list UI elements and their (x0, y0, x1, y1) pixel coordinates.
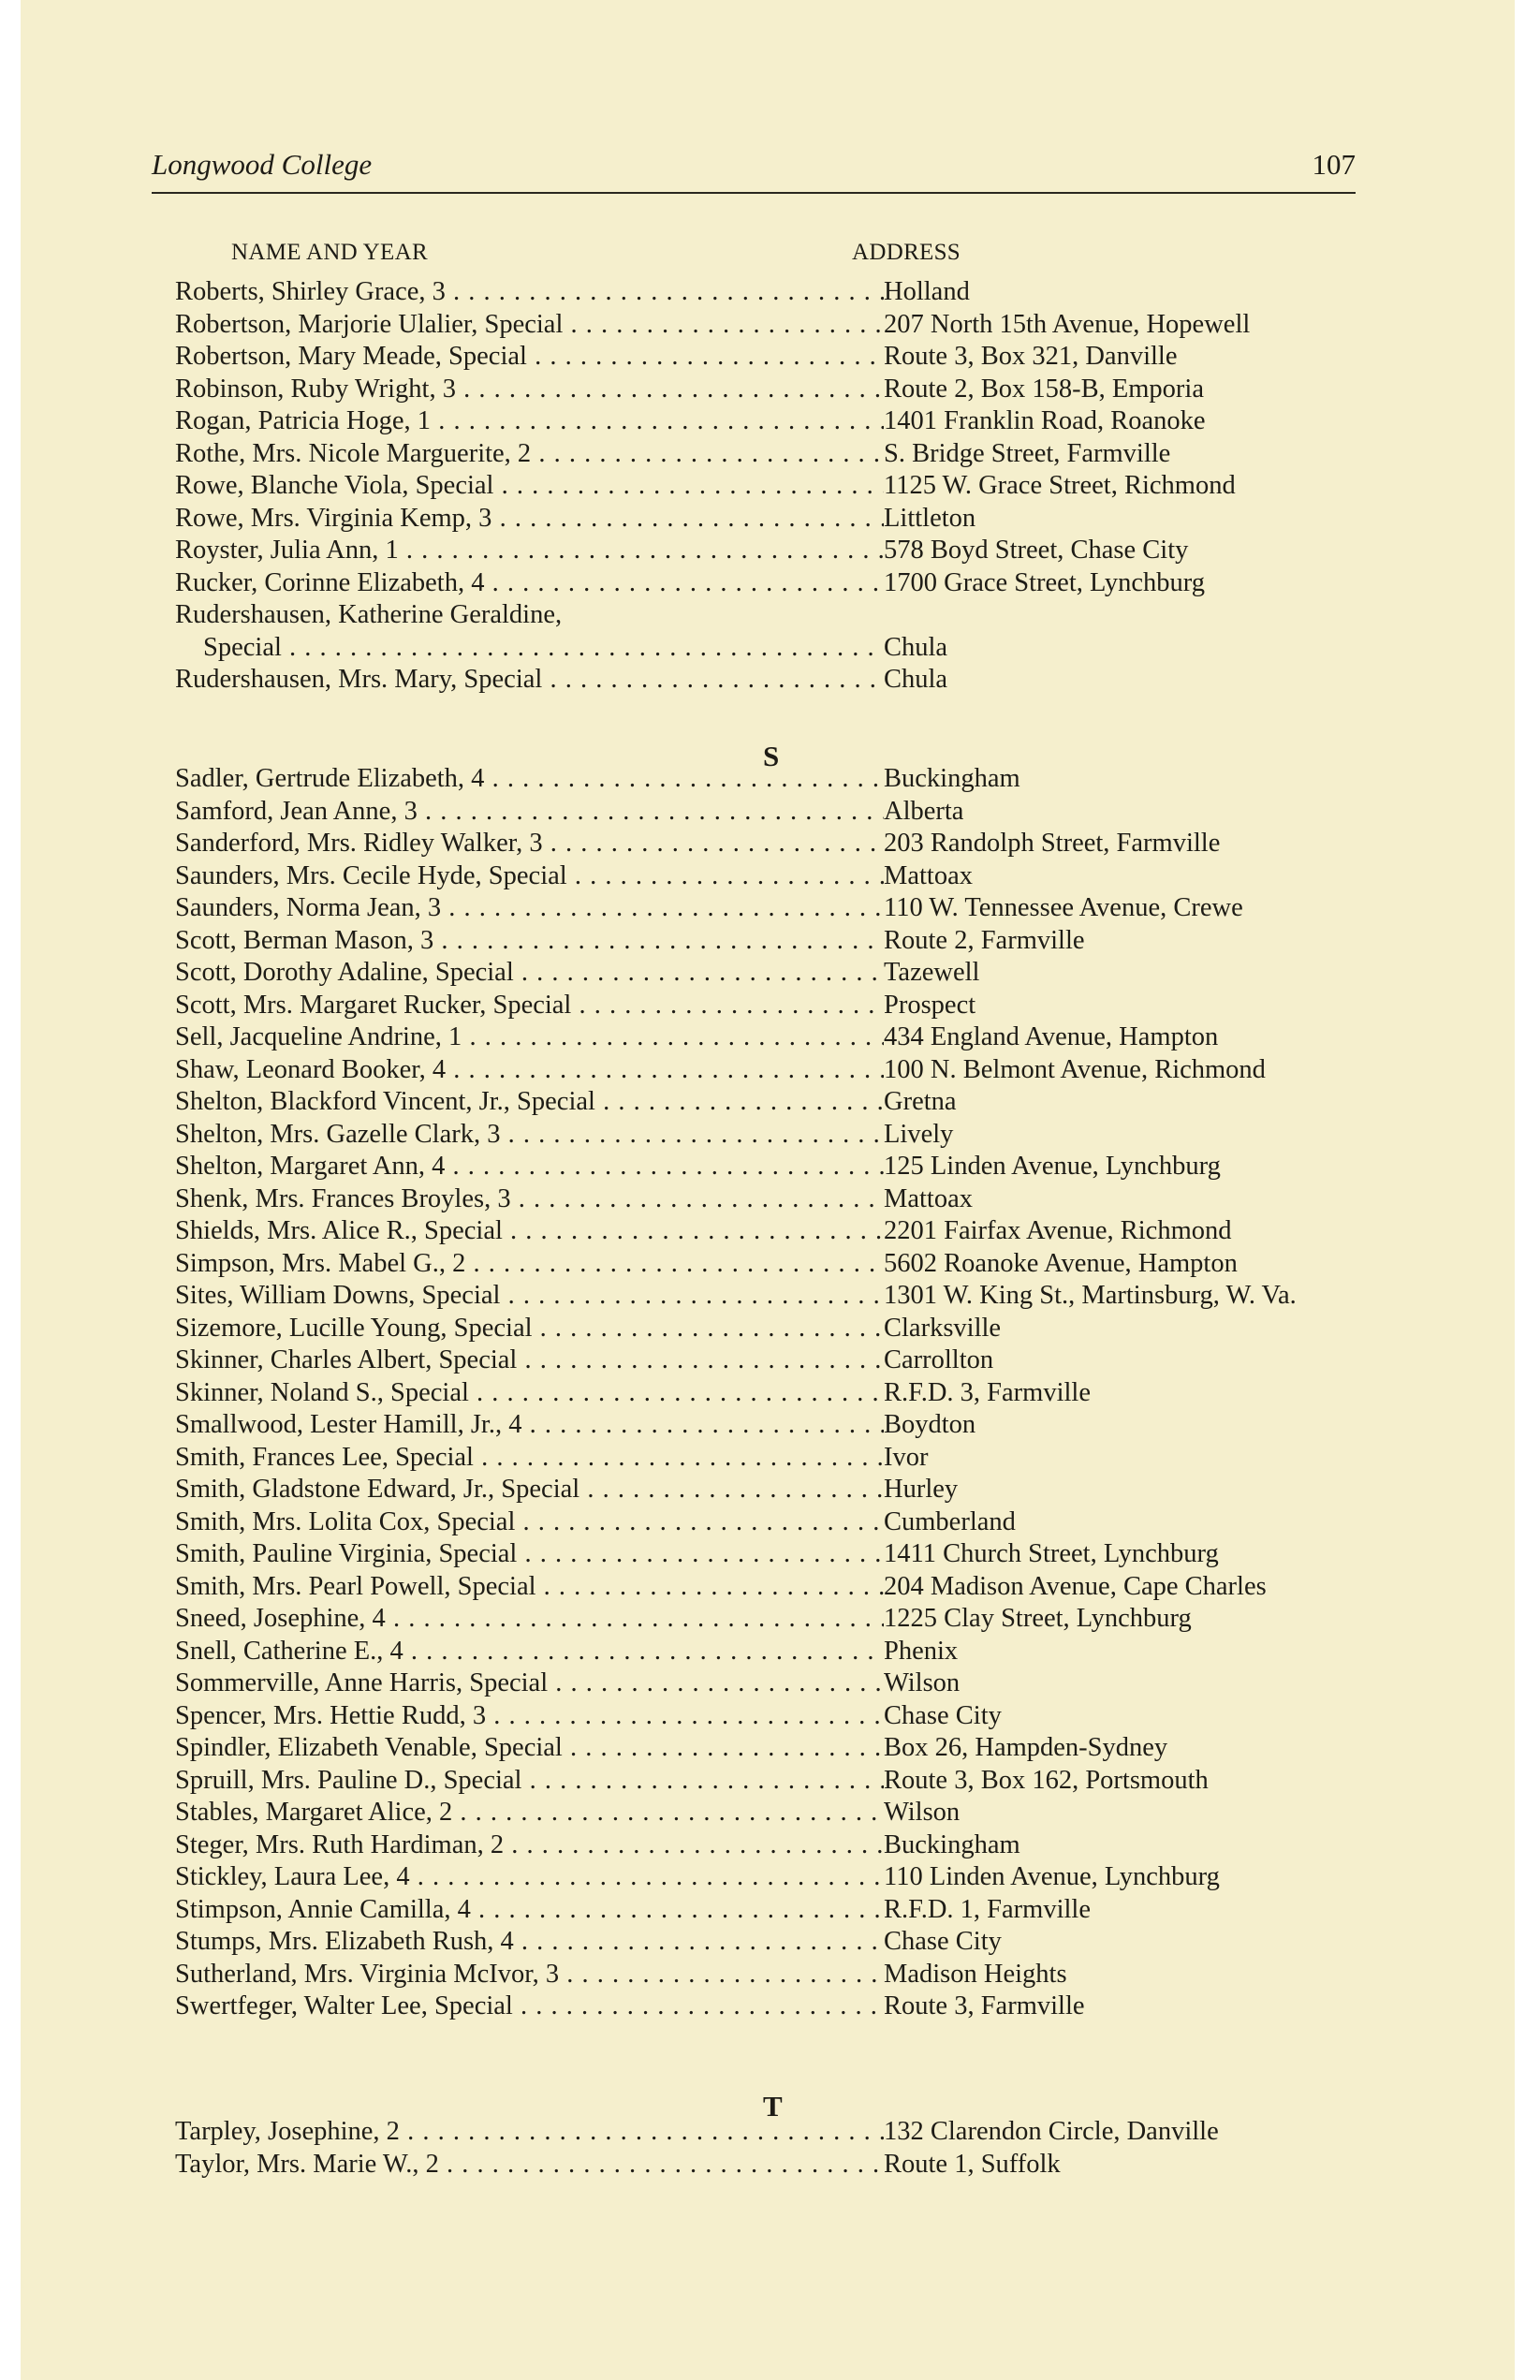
entry-name: Sites, William Downs, Special . . . (175, 1280, 884, 1313)
entry-name: Sadler, Gertrude Elizabeth, 4 . . . (175, 763, 884, 796)
directory-entry (152, 1603, 1425, 1636)
directory-entry (152, 763, 1425, 796)
directory-entry (152, 925, 1425, 958)
entry-address: R.F.D. 3, Farmville (884, 1377, 1091, 1407)
entry-address: Carrollton (884, 1345, 994, 1374)
directory-entry (152, 796, 1425, 829)
directory-entry (152, 1054, 1425, 1087)
entry-address: Mattoax (884, 1183, 973, 1213)
entry-name: Saunders, Mrs. Cecile Hyde, Special . . . (175, 860, 884, 893)
entry-address: Route 2, Box 158-B, Emporia (884, 374, 1204, 404)
entry-address: Ivor (884, 1442, 929, 1472)
directory-entry (152, 1021, 1425, 1054)
directory-entry (152, 1797, 1425, 1829)
directory-entry (152, 438, 1425, 471)
directory-entry (152, 341, 1425, 374)
section-letter: T (763, 2090, 783, 2123)
entry-name: Scott, Mrs. Margaret Rucker, Special . . . (175, 990, 884, 1022)
entry-address: 1125 W. Grace Street, Richmond (884, 471, 1236, 500)
entry-name: Simpson, Mrs. Mabel G., 2 . . . (175, 1248, 884, 1281)
entry-name: Sommerville, Anne Harris, Special . . . (175, 1667, 884, 1700)
entry-name: Shelton, Margaret Ann, 4 . . . (175, 1151, 884, 1183)
directory-section (152, 2116, 1425, 2181)
entry-name: Skinner, Charles Albert, Special . . . (175, 1344, 884, 1377)
entry-address: R.F.D. 1, Farmville (884, 1894, 1091, 1924)
directory-entry (152, 1636, 1425, 1668)
column-header-address: ADDRESS (852, 240, 961, 265)
entry-name: Tarpley, Josephine, 2 . . . (175, 2116, 884, 2149)
entry-name: Skinner, Noland S., Special . . . (175, 1377, 884, 1410)
column-header-name: NAME AND YEAR (231, 240, 428, 265)
entry-name: Rudershausen, Mrs. Mary, Special . . . (175, 664, 884, 697)
directory-entry (152, 309, 1425, 342)
entry-address: Route 3, Box 162, Portsmouth (884, 1765, 1209, 1795)
entry-address: Tazewell (884, 958, 980, 987)
entry-name-first-line (152, 599, 1425, 632)
entry-address: Boydton (884, 1410, 976, 1439)
directory-entry (152, 1765, 1425, 1798)
entry-address: Lively (884, 1119, 954, 1149)
directory-section (152, 276, 1425, 697)
directory-entry (152, 1700, 1425, 1733)
entry-address: Route 1, Suffolk (884, 2149, 1061, 2179)
page-header (152, 140, 1356, 187)
entry-address: Route 3, Farmville (884, 1991, 1085, 2020)
entry-address: 1301 W. King St., Martinsburg, W. Va. (884, 1281, 1297, 1310)
header-rule (152, 192, 1356, 194)
entry-address: 110 Linden Avenue, Lynchburg (884, 1862, 1220, 1891)
directory-entry (152, 567, 1425, 600)
directory-entry (152, 1991, 1425, 2023)
entry-name: Shields, Mrs. Alice R., Special . . . (175, 1215, 884, 1248)
entry-address: Madison Heights (884, 1959, 1067, 1989)
entry-name: Smith, Gladstone Edward, Jr., Special . . . (175, 1474, 884, 1506)
college-name: Longwood College (152, 148, 373, 181)
entry-name: Taylor, Mrs. Marie W., 2 . . . (175, 2149, 884, 2182)
entry-name: Sanderford, Mrs. Ridley Walker, 3 . . . (175, 828, 884, 860)
entry-address: Box 26, Hampden-Sydney (884, 1733, 1168, 1762)
entry-name: Rowe, Blanche Viola, Special . . . (175, 470, 884, 503)
directory-entry (152, 1248, 1425, 1281)
entry-address: Buckingham (884, 1829, 1020, 1859)
entry-address: Clarksville (884, 1313, 1002, 1343)
entry-address: Chula (884, 632, 948, 662)
entry-name: Scott, Berman Mason, 3 . . . (175, 925, 884, 958)
entry-name: Stimpson, Annie Camilla, 4 . . . (175, 1894, 884, 1927)
entry-address: Route 2, Farmville (884, 925, 1085, 955)
entry-name: Smallwood, Lester Hamill, Jr., 4 . . . (175, 1409, 884, 1442)
entry-name: Shelton, Mrs. Gazelle Clark, 3 . . . (175, 1119, 884, 1152)
directory-entry (152, 1151, 1425, 1183)
directory-entry (152, 2149, 1425, 2182)
page-number: 107 (1312, 148, 1356, 181)
entry-address: Phenix (884, 1636, 959, 1666)
directory-entry (152, 374, 1425, 406)
entry-address: Chase City (884, 1927, 1002, 1956)
entry-address: 100 N. Belmont Avenue, Richmond (884, 1054, 1266, 1084)
entry-address: 132 Clarendon Circle, Danville (884, 2117, 1219, 2146)
entry-address: 207 North 15th Avenue, Hopewell (884, 309, 1251, 339)
entry-name: Royster, Julia Ann, 1 . . . (175, 535, 884, 567)
entry-name: Spindler, Elizabeth Venable, Special . . . (175, 1732, 884, 1765)
entry-name: Sell, Jacqueline Andrine, 1 . . . (175, 1021, 884, 1054)
entry-address: 578 Boyd Street, Chase City (884, 536, 1189, 565)
entry-name: Spencer, Mrs. Hettie Rudd, 3 . . . (175, 1700, 884, 1733)
entry-name: Scott, Dorothy Adaline, Special . . . (175, 957, 884, 990)
entry-address: 1700 Grace Street, Lynchburg (884, 567, 1205, 597)
directory-entry (152, 1183, 1425, 1216)
entry-address: 203 Randolph Street, Farmville (884, 829, 1221, 858)
entry-address: 5602 Roanoke Avenue, Hampton (884, 1248, 1238, 1278)
entry-name: Sutherland, Mrs. Virginia McIvor, 3 . . . (175, 1959, 884, 1991)
entry-name: Spruill, Mrs. Pauline D., Special . . . (175, 1765, 884, 1798)
entry-address: 1411 Church Street, Lynchburg (884, 1539, 1219, 1568)
entry-address: 1401 Franklin Road, Roanoke (884, 406, 1206, 435)
directory-entry (152, 990, 1425, 1022)
directory-section (152, 763, 1425, 2023)
directory-entry (152, 632, 1425, 665)
directory-entry (152, 1215, 1425, 1248)
directory-entry (152, 276, 1425, 309)
entry-name: Snell, Catherine E., 4 . . . (175, 1636, 884, 1668)
entry-address: Holland (884, 277, 970, 306)
directory-entry (152, 1861, 1425, 1894)
entry-address: Buckingham (884, 764, 1020, 793)
entry-name: Smith, Pauline Virginia, Special . . . (175, 1538, 884, 1571)
entry-address: Cumberland (884, 1506, 1016, 1536)
directory-entry (152, 1474, 1425, 1506)
directory-entry (152, 503, 1425, 536)
entry-name: Smith, Frances Lee, Special . . . (175, 1442, 884, 1475)
directory-entry (152, 664, 1425, 697)
directory-entry (152, 470, 1425, 503)
entry-address: Alberta (884, 796, 964, 826)
entry-name: Rudershausen, Katherine Geraldine, (175, 600, 563, 629)
entry-name: Robertson, Mary Meade, Special . . . (175, 341, 884, 374)
entry-address: Gretna (884, 1087, 957, 1116)
directory-entry (152, 957, 1425, 990)
document-page (21, 0, 1515, 2380)
entry-address: 1225 Clay Street, Lynchburg (884, 1604, 1192, 1633)
directory-entry (152, 860, 1425, 893)
entry-name: Special . . . (203, 632, 884, 665)
directory-entry (152, 1926, 1425, 1959)
directory-entry (152, 1571, 1425, 1604)
entry-name: Sizemore, Lucille Young, Special . . . (175, 1313, 884, 1345)
entry-name: Stables, Margaret Alice, 2 . . . (175, 1797, 884, 1829)
entry-name: Samford, Jean Anne, 3 . . . (175, 796, 884, 829)
entry-address: Wilson (884, 1668, 961, 1697)
entry-name: Roberts, Shirley Grace, 3 . . . (175, 276, 884, 309)
directory-entry (152, 1506, 1425, 1539)
directory-entry (152, 535, 1425, 567)
directory-entry (152, 1377, 1425, 1410)
directory-entry (152, 1280, 1425, 1313)
entry-name: Robinson, Ruby Wright, 3 . . . (175, 374, 884, 406)
directory-entry (152, 1667, 1425, 1700)
entry-name: Stickley, Laura Lee, 4 . . . (175, 1861, 884, 1894)
directory-entry (152, 1894, 1425, 1927)
directory-entry (152, 892, 1425, 925)
entry-address: Chula (884, 665, 948, 694)
entry-name: Shenk, Mrs. Frances Broyles, 3 . . . (175, 1183, 884, 1216)
entry-address: Prospect (884, 990, 976, 1020)
entry-address: Hurley (884, 1475, 959, 1504)
entry-address: 2201 Fairfax Avenue, Richmond (884, 1216, 1232, 1245)
directory-entry (152, 1409, 1425, 1442)
entry-name: Sneed, Josephine, 4 . . . (175, 1603, 884, 1636)
directory-entry (152, 1313, 1425, 1345)
directory-entry (152, 1442, 1425, 1475)
entry-name: Smith, Mrs. Lolita Cox, Special . . . (175, 1506, 884, 1539)
entry-address: 204 Madison Avenue, Cape Charles (884, 1571, 1267, 1601)
section-letter: S (763, 740, 780, 772)
entry-name: Steger, Mrs. Ruth Hardiman, 2 . . . (175, 1829, 884, 1862)
directory-entry (152, 405, 1425, 438)
entry-name: Shelton, Blackford Vincent, Jr., Special . . . (175, 1086, 884, 1119)
directory-entry (152, 1959, 1425, 1991)
entry-name: Swertfeger, Walter Lee, Special . . . (175, 1991, 884, 2023)
directory-entry (152, 1538, 1425, 1571)
directory-entry (152, 1086, 1425, 1119)
entry-address: Mattoax (884, 860, 973, 890)
entry-address: Route 3, Box 321, Danville (884, 342, 1178, 371)
entry-address: 125 Linden Avenue, Lynchburg (884, 1152, 1221, 1181)
directory-entry (152, 1829, 1425, 1862)
directory-entry (152, 2116, 1425, 2149)
entry-name: Rothe, Mrs. Nicole Marguerite, 2 . . . (175, 438, 884, 471)
directory-entry (152, 1344, 1425, 1377)
directory-entry (152, 828, 1425, 860)
entry-name: Rogan, Patricia Hoge, 1 . . . (175, 405, 884, 438)
entry-address: 110 W. Tennessee Avenue, Crewe (884, 893, 1243, 922)
entry-name: Robertson, Marjorie Ulalier, Special . . . (175, 309, 884, 342)
entry-name: Smith, Mrs. Pearl Powell, Special . . . (175, 1571, 884, 1604)
directory-entry (152, 1732, 1425, 1765)
entry-name: Saunders, Norma Jean, 3 . . . (175, 892, 884, 925)
entry-name: Rucker, Corinne Elizabeth, 4 . . . (175, 567, 884, 600)
entry-address: S. Bridge Street, Farmville (884, 438, 1171, 468)
entry-name: Shaw, Leonard Booker, 4 . . . (175, 1054, 884, 1087)
entry-address: Chase City (884, 1700, 1002, 1730)
entry-address: 434 England Avenue, Hampton (884, 1022, 1219, 1051)
directory-entry (152, 1119, 1425, 1152)
entry-name: Stumps, Mrs. Elizabeth Rush, 4 . . . (175, 1926, 884, 1959)
entry-address: Littleton (884, 503, 976, 533)
entry-name: Rowe, Mrs. Virginia Kemp, 3 . . . (175, 503, 884, 536)
entry-address: Wilson (884, 1798, 961, 1827)
